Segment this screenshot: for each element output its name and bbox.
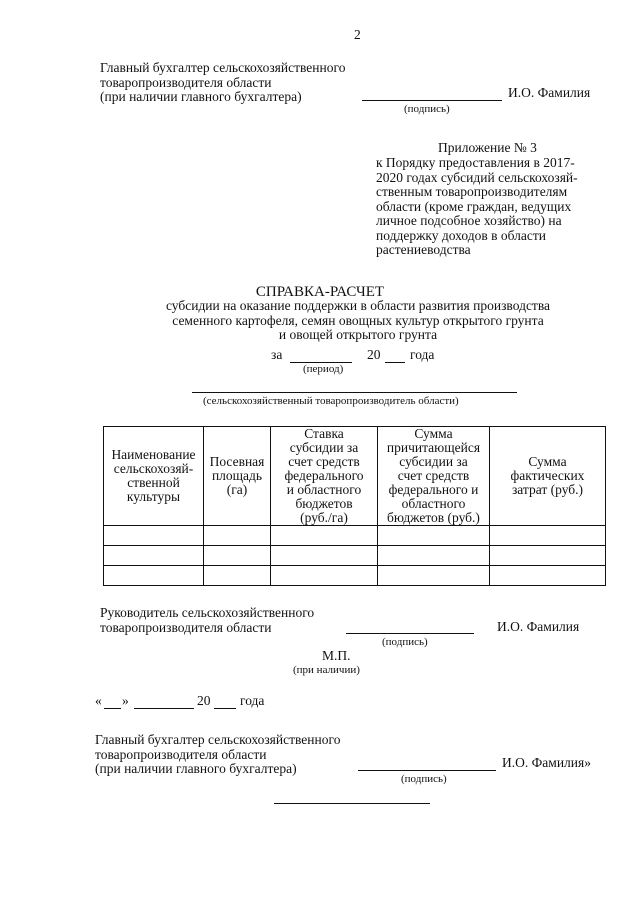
appendix-text — [376, 156, 578, 258]
table-cell — [104, 546, 204, 566]
header-line: Посевная — [209, 454, 265, 469]
table-cell — [378, 546, 490, 566]
subtitle-line: и овощей открытого грунта — [278, 327, 438, 342]
date-open-quote: « — [95, 693, 102, 708]
header-line: (руб./га) — [300, 510, 348, 525]
period-prefix: за — [271, 347, 283, 362]
header-text — [271, 427, 377, 525]
date-year-line — [214, 708, 236, 709]
header-line: Сумма — [414, 426, 453, 441]
header-text — [204, 455, 270, 497]
header-line: Наименование — [111, 447, 196, 462]
bottom-signatory-line: товаропроизводителя области — [95, 746, 267, 762]
appendix-line: к Порядку предоставления в 2017- — [376, 155, 575, 170]
table-cell — [490, 546, 606, 566]
header-line: бюджетов — [295, 496, 353, 511]
header-line: федерального — [284, 468, 364, 483]
producer-line — [192, 392, 517, 393]
appendix-line: ственным товаропроизводителям — [376, 184, 568, 199]
table-header-actual-costs — [490, 427, 606, 526]
bottom-signatory-line: (при наличии главного бухгалтера) — [95, 761, 297, 776]
bottom-signatory-name: И.О. Фамилия» — [502, 755, 591, 770]
head-signature-caption: (подпись) — [382, 636, 428, 648]
header-line: (га) — [226, 482, 248, 497]
table-row — [104, 526, 606, 546]
header-line: причитающейся — [386, 440, 481, 455]
table-cell — [204, 566, 271, 586]
head-signatory-line: Руководитель сельскохозяйственного — [100, 605, 315, 620]
calculation-table — [103, 426, 606, 586]
head-signatory-title — [100, 606, 314, 635]
period-suffix: года — [410, 347, 435, 362]
document-title: СПРАВКА-РАСЧЕТ — [255, 284, 385, 300]
header-text — [104, 448, 203, 504]
top-signatory-line: товаропроизводителя области — [100, 74, 272, 90]
subtitle-line: семенного картофеля, семян овощных культур открытого грунта — [172, 312, 544, 328]
header-line: и областного — [286, 482, 362, 497]
table-cell — [490, 566, 606, 586]
header-line: сельскохозяй- — [113, 461, 194, 476]
header-text — [490, 455, 605, 497]
table-header-crop — [104, 427, 204, 526]
header-line: федерального и — [388, 482, 479, 497]
date-close-quote: » — [122, 693, 129, 708]
header-line: ственной — [127, 475, 180, 490]
table-header-area — [204, 427, 271, 526]
page-number: 2 — [354, 27, 361, 42]
table-cell — [104, 526, 204, 546]
date-year-prefix: 20 — [197, 693, 211, 708]
bottom-signature-line — [358, 770, 496, 771]
header-line: площадь — [211, 468, 263, 483]
subtitle-line: субсидии на оказание поддержки в области развития производства — [165, 298, 551, 313]
table-cell — [378, 526, 490, 546]
header-line: субсидии за — [399, 454, 468, 469]
stamp-caption: (при наличии) — [293, 664, 360, 676]
header-line: областного — [401, 496, 466, 511]
appendix-line: поддержку доходов в области — [376, 227, 547, 243]
top-signatory-name: И.О. Фамилия — [508, 85, 591, 100]
period-caption: (период) — [303, 363, 344, 375]
table-cell — [490, 526, 606, 546]
top-signatory-line: Главный бухгалтер сельскохозяйственного — [100, 60, 346, 75]
appendix-line: растениеводства — [376, 242, 471, 257]
top-signature-line — [362, 100, 502, 101]
table-header-subsidy-amount — [378, 427, 490, 526]
appendix-line: личное подсобное хозяйство) на — [376, 213, 562, 228]
table-header-row — [104, 427, 606, 526]
table-row — [104, 566, 606, 586]
top-signatory-title — [100, 61, 345, 105]
table-header-rate — [271, 427, 378, 526]
producer-caption: (сельскохозяйственный товаропроизводитель области) — [203, 395, 459, 407]
header-line: затрат (руб.) — [511, 482, 584, 497]
top-signatory-line: (при наличии главного бухгалтера) — [100, 89, 302, 104]
appendix-line: 2020 годах субсидий сельскохозяй- — [376, 169, 578, 185]
head-signature-line — [346, 633, 474, 634]
date-month-line — [134, 708, 194, 709]
header-line: субсидии за — [289, 440, 359, 455]
table-cell — [271, 566, 378, 586]
table-cell — [271, 526, 378, 546]
table-cell — [104, 566, 204, 586]
top-signature-caption: (подпись) — [404, 103, 450, 115]
bottom-signatory-line: Главный бухгалтер сельскохозяйственного — [95, 732, 341, 747]
header-line: Ставка — [304, 426, 344, 441]
bottom-signatory-title — [95, 733, 340, 777]
header-line: счет средств — [288, 454, 360, 469]
head-signatory-line: товаропроизводителя области — [100, 619, 272, 635]
period-year-line — [385, 362, 405, 363]
document-subtitle — [0, 299, 640, 343]
header-line: бюджетов (руб.) — [387, 510, 480, 525]
period-year-prefix: 20 — [367, 347, 381, 362]
table-cell — [378, 566, 490, 586]
appendix-line: области (кроме граждан, ведущих — [376, 198, 572, 214]
date-suffix: года — [240, 693, 265, 708]
header-text — [378, 427, 489, 525]
date-day-line — [104, 708, 121, 709]
header-line: Сумма — [528, 454, 567, 469]
closing-rule — [274, 803, 430, 804]
bottom-signature-caption: (подпись) — [401, 773, 447, 785]
table-row — [104, 546, 606, 566]
appendix-title: Приложение № 3 — [438, 140, 537, 155]
table-cell — [204, 546, 271, 566]
table-cell — [271, 546, 378, 566]
header-line: фактических — [510, 468, 585, 483]
head-signatory-name: И.О. Фамилия — [497, 619, 580, 634]
header-line: счет средств — [397, 468, 470, 483]
stamp-label: М.П. — [322, 648, 351, 663]
table-cell — [204, 526, 271, 546]
header-line: культуры — [126, 489, 181, 504]
